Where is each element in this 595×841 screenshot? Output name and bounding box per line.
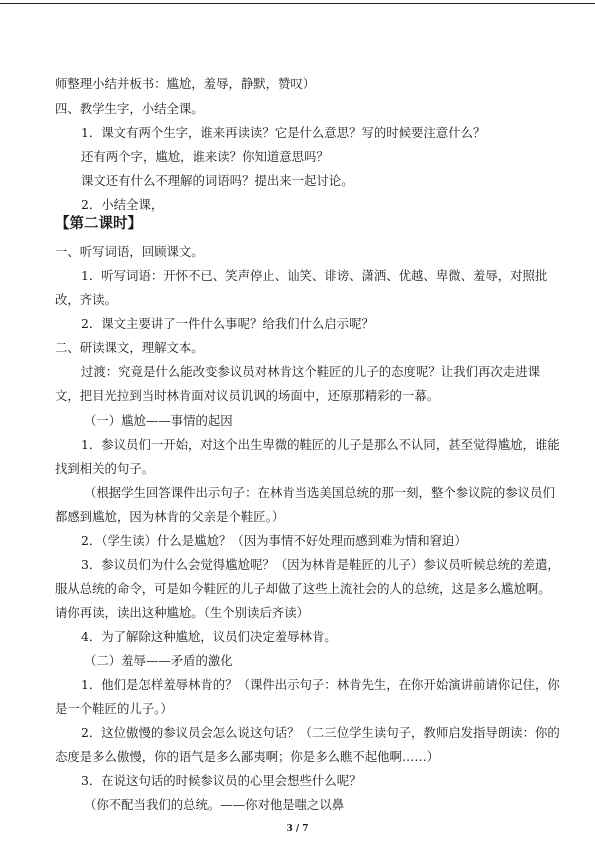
text-line: 服从总统的命令，可是如今鞋匠的儿子却做了这些上流社会的人的总统，这是多么尴尬啊。 (55, 581, 551, 596)
text-line: 1．课文有两个生字，谁来再读读？它是什么意思？写的时候要注意什么？ (81, 125, 486, 140)
text-line: 1．参议员们一开始，对这个出生卑微的鞋匠的儿子是那么不认同，甚至觉得尴尬，谁能 (81, 437, 560, 452)
text-line: 1．听写词语：开怀不已、笑声停止、讪笑、诽谤、潇洒、优越、卑微、羞辱，对照批 (81, 268, 548, 283)
text-line: 态度是多么傲慢，你的语气是多么鄙夷啊；你是多么瞧不起他啊……） (55, 749, 440, 764)
top-rule (0, 3, 595, 4)
text-line: 1．他们是怎样羞辱林肯的？（课件出示句子：林肯先生，在你开始演讲前请你记住，你 (81, 677, 560, 692)
text-line: 请你再读，读出这种尴尬。（生个别读后齐读） (55, 605, 310, 620)
section-heading: 【第二课时】 (55, 215, 142, 232)
subsection-title: （二）羞辱——矛盾的激化 (84, 653, 233, 668)
text-line: 改，齐读。 (55, 292, 117, 307)
text-line: （根据学生回答课件出示句子：在林肯当选美国总统的那一刻，整个参议院的参议员们 (84, 485, 555, 500)
text-line: 文，把目光拉到当时林肯面对议员讥讽的场面中，还原那精彩的一幕。 (55, 388, 440, 403)
text-line: 2．小结全课， (81, 197, 164, 212)
text-line: 都感到尴尬，因为林肯的父亲是个鞋匠。） (55, 509, 285, 524)
text-line: 2．（学生读）什么是尴尬？（因为事情不好处理而感到难为情和窘迫） (81, 533, 467, 548)
text-line: 课文还有什么不理解的词语吗？提出来一起讨论。 (81, 173, 354, 188)
subsection-title: （一）尴尬——事情的起因 (84, 413, 233, 428)
text-line: 3．在说这句话的时候参议员的心里会想些什么呢？ (81, 773, 362, 788)
text-line: 2．这位傲慢的参议员会怎么说这句话？（二三位学生读句子，教师启发指导朗读：你的 (81, 725, 560, 740)
text-line: 四、教学生字，小结全课。 (55, 101, 204, 116)
text-line: 4．为了解除这种尴尬，议员们决定羞辱林肯。 (81, 629, 337, 644)
text-line: 一、听写词语，回顾课文。 (55, 244, 204, 259)
text-line: 师整理小结并板书：尴尬，羞辱，静默，赞叹） (55, 76, 316, 91)
text-line: 二、研读课文，理解文本。 (55, 340, 204, 355)
text-line: 是一个鞋匠的儿子。） (55, 701, 173, 716)
text-line: （你不配当我们的总统。——你对他是嗤之以鼻 (84, 797, 345, 812)
text-line: 还有两个字，尴尬，谁来读？你知道意思吗？ (81, 149, 329, 164)
text-line: 3．参议员们为什么会觉得尴尬呢？（因为林肯是鞋匠的儿子）参议员听候总统的差遣， (81, 557, 560, 572)
text-line: 找到相关的句子。 (55, 461, 155, 476)
text-line: 过渡：究竟是什么能改变参议员对林肯这个鞋匠的儿子的态度呢？让我们再次走进课 (81, 364, 540, 379)
text-line: 2．课文主要讲了一件什么事呢？给我们什么启示呢？ (81, 316, 374, 331)
page-number: 3 / 7 (286, 824, 309, 834)
